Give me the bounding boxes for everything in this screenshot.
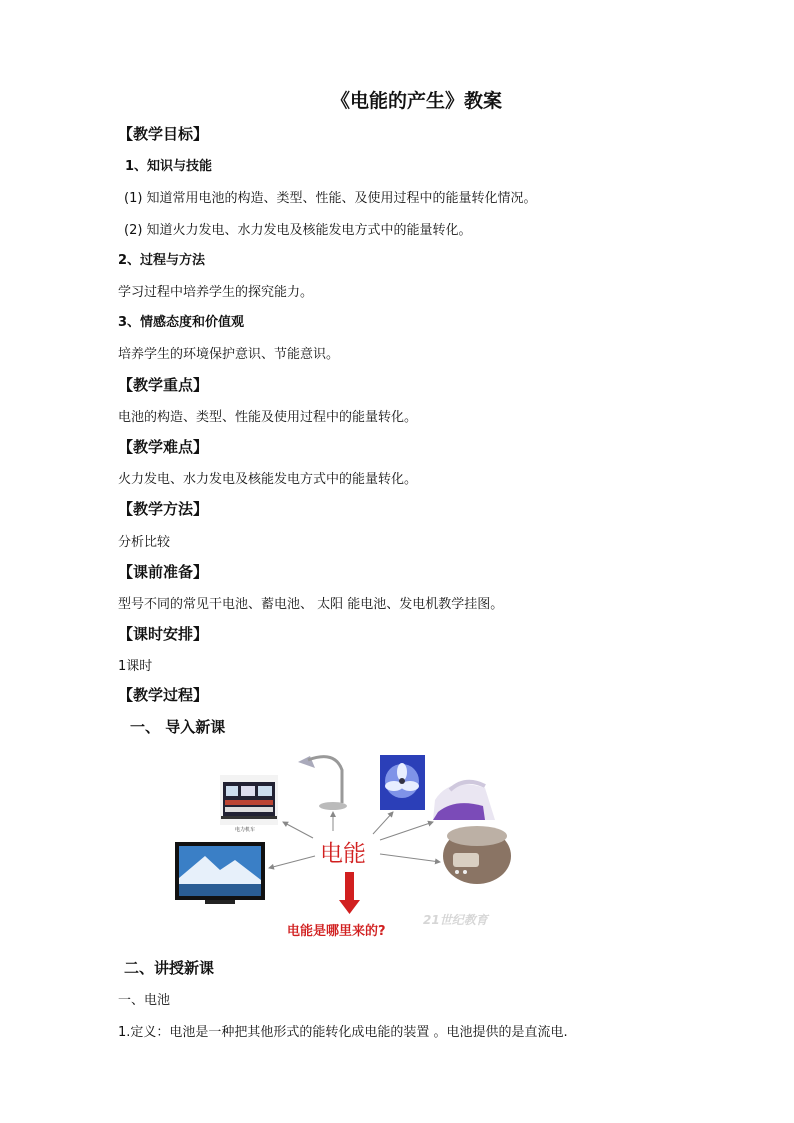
desk-lamp-icon bbox=[298, 756, 347, 810]
document-title: 《电能的产生》教案 bbox=[331, 90, 503, 112]
prep-heading: 【课前准备】 bbox=[118, 563, 209, 581]
keypoints-heading: 【教学重点】 bbox=[118, 376, 209, 394]
objectives-heading: 【教学目标】 bbox=[118, 125, 209, 143]
question-label: 电能是哪里来的? bbox=[287, 924, 386, 939]
train-caption: 电力机车 bbox=[235, 827, 256, 833]
electric-fan-icon bbox=[380, 755, 425, 810]
television-icon bbox=[175, 842, 265, 904]
attitude-heading: 3、情感态度和价值观 bbox=[118, 315, 245, 330]
rice-cooker-icon bbox=[443, 826, 511, 884]
procedure-heading: 【教学过程】 bbox=[118, 686, 209, 704]
attitude-text: 培养学生的环境保护意识、节能意识。 bbox=[118, 347, 340, 362]
difficulties-heading: 【教学难点】 bbox=[118, 438, 209, 456]
watermark-logo: 21世纪教育 bbox=[423, 913, 488, 927]
knowledge-heading: 1、知识与技能 bbox=[125, 159, 213, 174]
battery-heading: 一、电池 bbox=[118, 993, 171, 1008]
keypoints-text: 电池的构造、类型、性能及使用过程中的能量转化。 bbox=[118, 410, 418, 425]
difficulties-text: 火力发电、水力发电及核能发电方式中的能量转化。 bbox=[118, 472, 418, 487]
arrow-to-fan bbox=[373, 812, 393, 834]
method-heading: 【教学方法】 bbox=[118, 500, 209, 518]
energy-figure-svg bbox=[165, 748, 540, 948]
arrow-to-tv bbox=[269, 856, 315, 868]
intro-heading: 一、 导入新课 bbox=[130, 718, 226, 736]
knowledge-item-2: (2) 知道火力发电、水力发电及核能发电方式中的能量转化。 bbox=[124, 223, 472, 238]
electric-iron-icon bbox=[433, 782, 495, 820]
train-icon bbox=[220, 775, 278, 825]
energy-figure bbox=[165, 748, 540, 948]
center-energy-label: 电能 bbox=[320, 841, 366, 867]
process-heading: 2、过程与方法 bbox=[118, 253, 206, 268]
definition-text: 1.定义：电池是一种把其他形式的能转化成电能的装置 。电池提供的是直流电. bbox=[118, 1025, 568, 1040]
arrow-to-rice-cooker bbox=[380, 854, 440, 862]
schedule-heading: 【课时安排】 bbox=[118, 625, 209, 643]
arrow-to-iron bbox=[380, 822, 433, 840]
teach-heading: 二、讲授新课 bbox=[124, 959, 215, 977]
prep-text: 型号不同的常见干电池、蓄电池、 太阳 能电池、发电机教学挂图。 bbox=[118, 597, 504, 612]
method-text: 分析比较 bbox=[118, 535, 171, 550]
schedule-text: 1课时 bbox=[118, 659, 153, 674]
knowledge-item-1: (1) 知道常用电池的构造、类型、性能、及使用过程中的能量转化情况。 bbox=[124, 191, 537, 206]
down-arrow-icon bbox=[339, 872, 360, 914]
process-text: 学习过程中培养学生的探究能力。 bbox=[118, 285, 314, 300]
arrow-to-train bbox=[283, 822, 313, 838]
